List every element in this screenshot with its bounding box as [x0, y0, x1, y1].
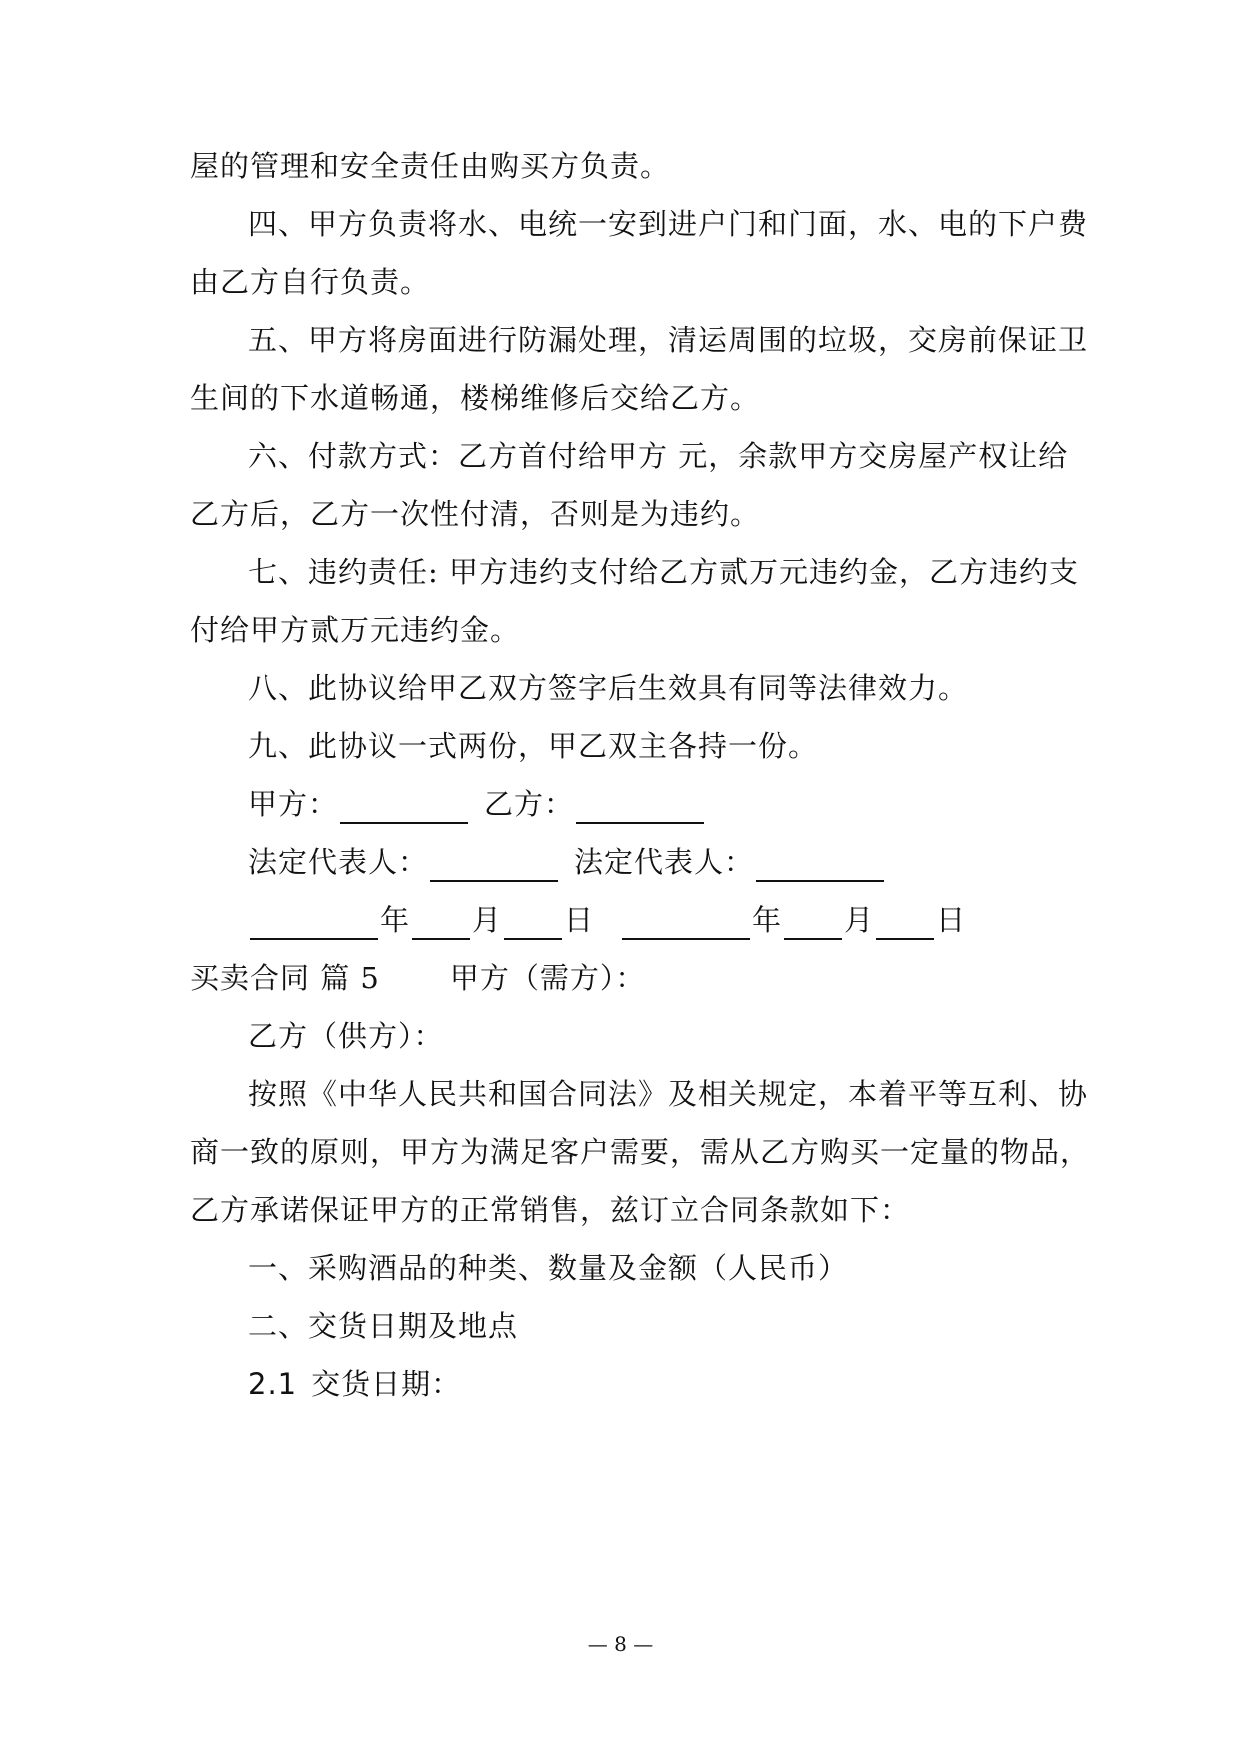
party-a-blank: [340, 792, 468, 824]
section-title: 买卖合同 篇 5: [190, 961, 380, 995]
clause-8-line: 八、此协议给甲乙双方签字后生效具有同等法律效力。: [248, 671, 969, 705]
rep-a-blank: [430, 850, 558, 882]
clause-2-heading: 二、交货日期及地点: [248, 1309, 519, 1343]
rep-b-blank: [756, 850, 884, 882]
clause-7-line-1: 七、违约责任: 甲方违约支付给乙方贰万元违约金，乙方违约支: [248, 555, 1079, 589]
party-signature-row: [248, 784, 1118, 824]
clause-6-line-1: 六、付款方式：乙方首付给甲方 元，余款甲方交房屋产权让给: [248, 439, 1069, 473]
date-signature-row: [248, 900, 1118, 940]
party-b-blank: [576, 792, 704, 824]
body-line: 屋的管理和安全责任由购买方负责。: [190, 149, 671, 183]
month-b-blank: [784, 908, 842, 940]
buyer-label: 甲方（需方）：: [449, 961, 646, 995]
day-a-blank: [504, 908, 562, 940]
clause-5-line-1: 五、甲方将房面进行防漏处理，清运周围的垃圾，交房前保证卫: [248, 323, 1089, 357]
clause-1-heading: 一、采购酒品的种类、数量及金额（人民币）: [248, 1251, 849, 1285]
year-a-blank: [250, 908, 378, 940]
month-a-blank: [412, 908, 470, 940]
intro-line-3: 乙方承诺保证甲方的正常销售，兹订立合同条款如下：: [190, 1193, 911, 1227]
section-heading-row: [190, 958, 1060, 998]
intro-line-1: 按照《中华人民共和国合同法》及相关规定，本着平等互利、协: [248, 1077, 1089, 1111]
month-b-label: 月: [844, 903, 875, 937]
month-a-label: 月: [472, 903, 503, 937]
year-b-label: 年: [752, 903, 783, 937]
rep-a-label: 法定代表人：: [248, 845, 429, 879]
year-a-label: 年: [380, 903, 411, 937]
clause-9-line: 九、此协议一式两份，甲乙双主各持一份。: [248, 729, 819, 763]
day-b-label: 日: [936, 903, 967, 937]
clause-2-1-text: 交货日期：: [311, 1367, 462, 1401]
clause-4-line-1: 四、甲方负责将水、电统一安到进户门和门面，水、电的下户费: [248, 207, 1089, 241]
clause-4-line-2: 由乙方自行负责。: [190, 265, 431, 299]
day-b-blank: [876, 908, 934, 940]
clause-2-1-row: [248, 1364, 1118, 1404]
page-number: — 8 —: [587, 1632, 654, 1656]
party-b-label: 乙方：: [484, 787, 575, 821]
clause-5-line-2: 生间的下水道畅通，楼梯维修后交给乙方。: [190, 381, 761, 415]
intro-line-2: 商一致的原则，甲方为满足客户需要，需从乙方购买一定量的物品，: [190, 1135, 1091, 1169]
seller-label: 乙方（供方）：: [248, 1019, 444, 1053]
clause-7-line-2: 付给甲方贰万元违约金。: [190, 613, 521, 647]
year-b-blank: [622, 908, 750, 940]
clause-6-line-2: 乙方后，乙方一次性付清，否则是为违约。: [190, 497, 761, 531]
day-a-label: 日: [564, 903, 595, 937]
clause-2-1-number: 2.1: [248, 1367, 298, 1401]
representative-signature-row: [248, 842, 1118, 882]
rep-b-label: 法定代表人：: [574, 845, 755, 879]
party-a-label: 甲方：: [248, 787, 339, 821]
